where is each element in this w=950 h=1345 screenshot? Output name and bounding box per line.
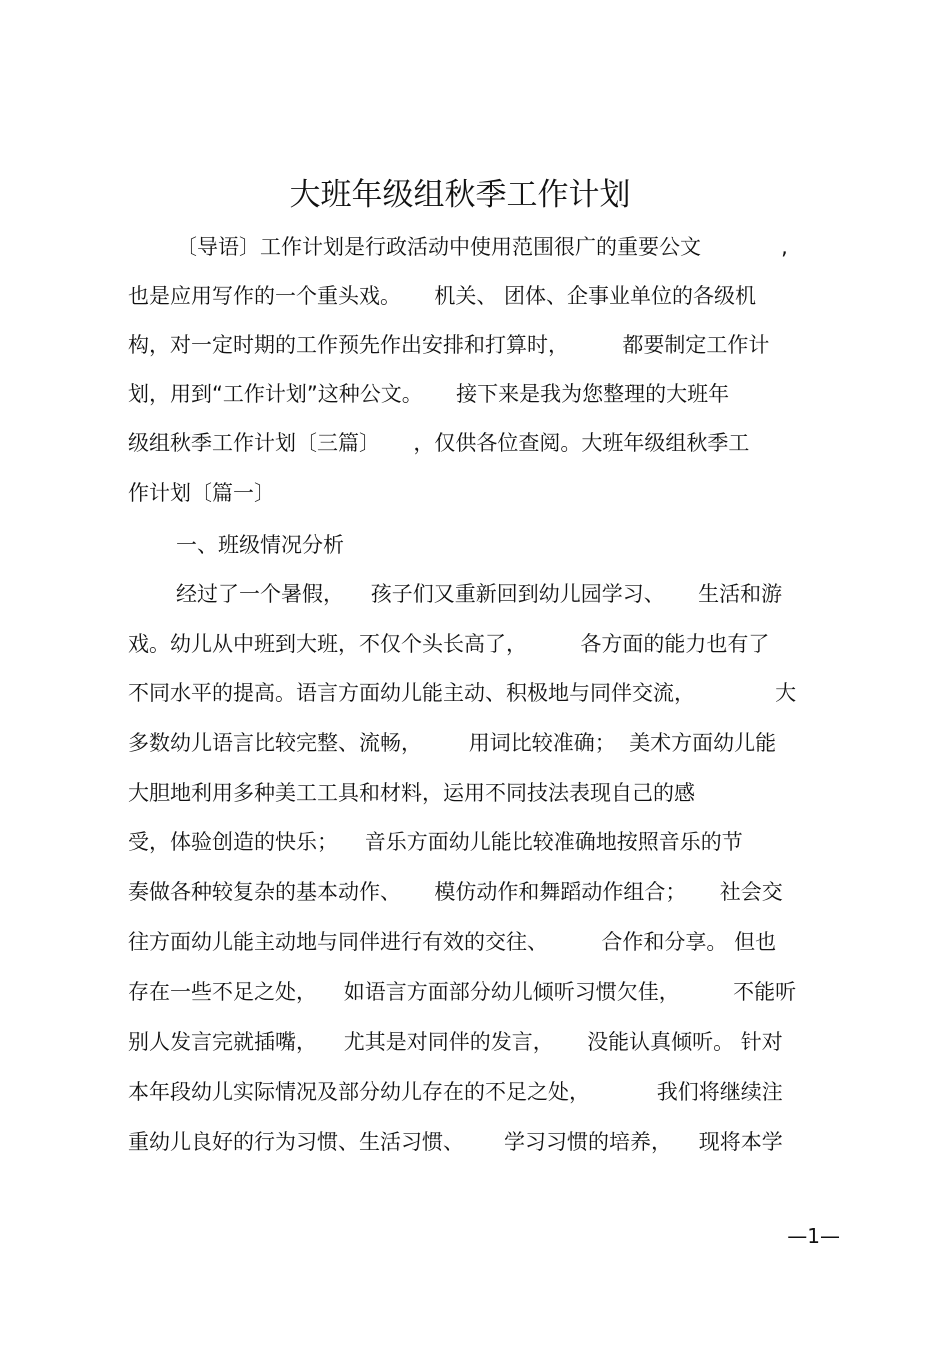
- text-line-4: 划，用到“工作计划”这种公文。 接下来是我为您整理的大班年: [128, 382, 730, 406]
- text-line-18: 本年段幼儿实际情况及部分幼儿存在的不足之处， 我们将继续注: [128, 1080, 783, 1104]
- text-line-17: 别人发言完就插嘴， 尤其是对同伴的发言， 没能认真倾听。 针对: [128, 1030, 783, 1054]
- text-line-12: 大胆地利用多种美工工具和材料，运用不同技法表现自己的感: [128, 781, 695, 805]
- text-line-11: 多数幼儿语言比较完整、流畅， 用词比较准确； 美术方面幼儿能: [128, 731, 777, 755]
- section-heading: 一、班级情况分析: [176, 533, 344, 557]
- text-line-9: 戏。幼儿从中班到大班，不仅个头长高了， 各方面的能力也有了: [128, 632, 770, 656]
- text-line-8: 经过了一个暑假， 孩子们又重新回到幼儿园学习、 生活和游: [176, 582, 783, 606]
- text-line-3: 构，对一定时期的工作预先作出安排和打算时， 都要制定工作计: [128, 333, 770, 357]
- text-line-10: 不同水平的提高。语言方面幼儿能主动、积极地与同伴交流， 大: [128, 681, 797, 705]
- text-line-6: 作计划〔篇一〕: [128, 481, 275, 505]
- text-line-15: 往方面幼儿能主动地与同伴进行有效的交往、 合作和分享。 但也: [128, 930, 777, 954]
- text-line-16: 存在一些不足之处， 如语言方面部分幼儿倾听习惯欠佳， 不能听: [128, 980, 797, 1004]
- text-line-5: 级组秋季工作计划〔三篇〕 ，仅供各位查阅。大班年级组秋季工: [128, 431, 750, 455]
- text-line-13: 受，体验创造的快乐； 音乐方面幼儿能比较准确地按照音乐的节: [128, 830, 743, 854]
- document-title: 大班年级组秋季工作计划: [289, 177, 631, 213]
- text-line-1: 〔导语〕工作计划是行政活动中使用范围很广的重要公文 ,: [176, 235, 788, 259]
- text-line-2: 也是应用写作的一个重头戏。 机关、 团体、企事业单位的各级机: [128, 284, 757, 308]
- text-line-19: 重幼儿良好的行为习惯、生活习惯、 学习习惯的培养， 现将本学: [128, 1130, 783, 1154]
- page-number: —1—: [787, 1224, 840, 1248]
- text-line-14: 奏做各种较复杂的基本动作、 模仿动作和舞蹈动作组合； 社会交: [128, 880, 783, 904]
